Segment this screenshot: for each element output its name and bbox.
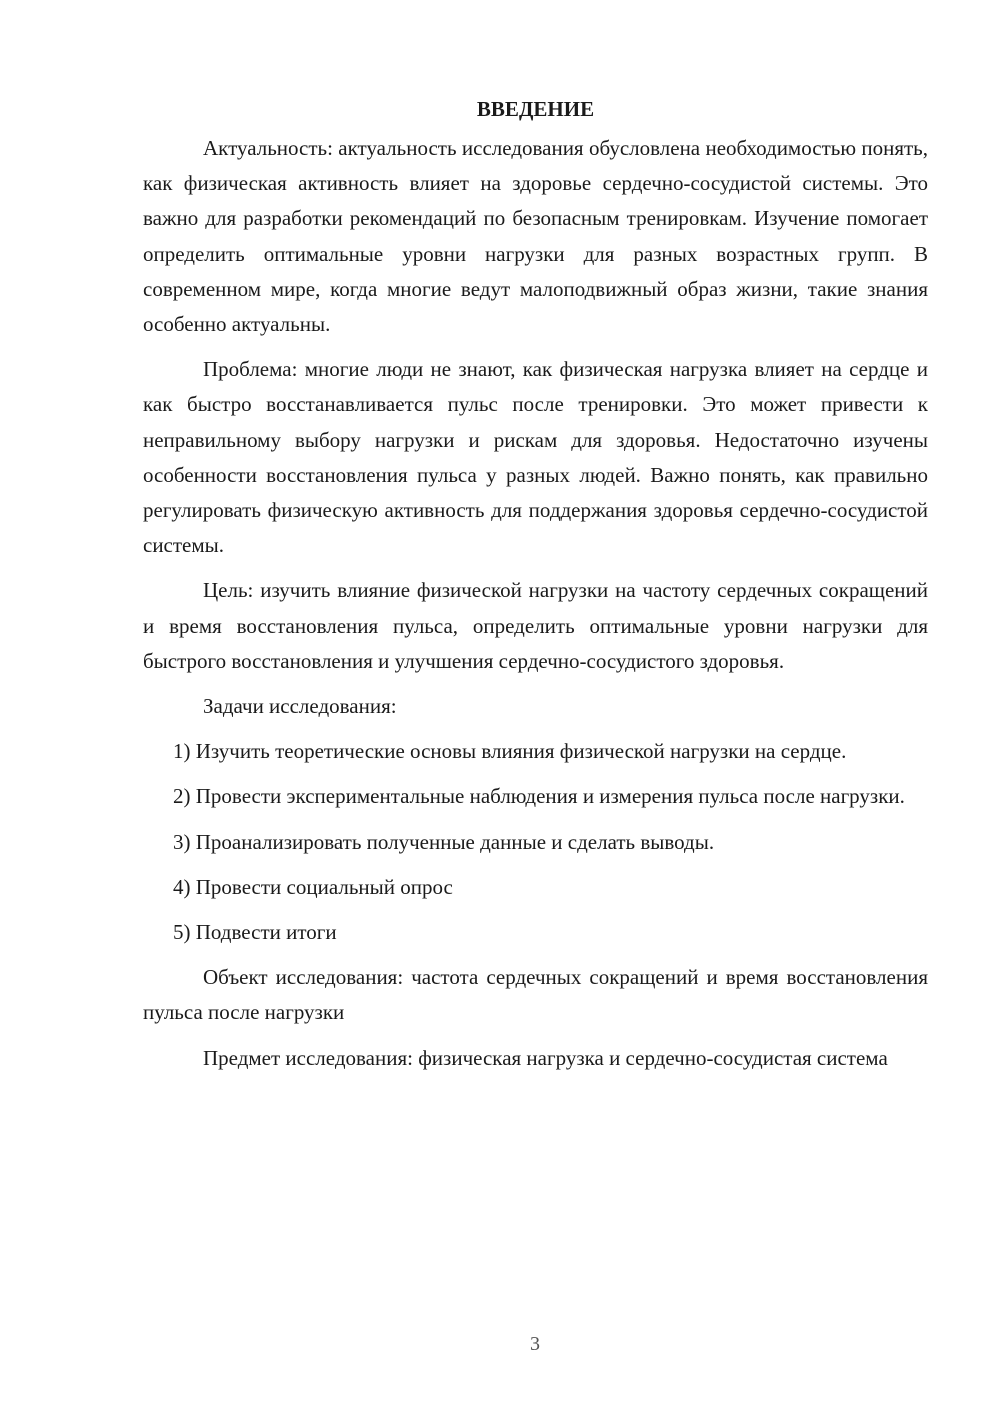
task-item-3: 3) Проанализировать полученные данные и сделать выводы.	[173, 829, 715, 854]
tasks-heading: Задачи исследования:	[203, 694, 397, 719]
problem-paragraph: Проблема: многие люди не знают, как физическая нагрузка влияет на сердце и как быстро восстанавливается пульс после тренировки. Это может привести к неправильному выбору нагрузки и рискам для здоровья. Недостаточно изучены особенности восстановления пульса у разных людей. Важно понять, как правильно регулировать физическую активность для поддержания здоровья сердечно-сосудистой системы.	[143, 357, 928, 558]
task-item-1: 1) Изучить теоретические основы влияния физической нагрузки на сердце.	[173, 739, 847, 764]
object-paragraph: Объект исследования: частота сердечных сокращений и время восстановления пульса после нагрузки	[143, 965, 928, 1025]
task-item-5: 5) Подвести итоги	[173, 920, 337, 945]
page-title: ВВЕДЕНИЕ	[476, 97, 595, 121]
task-item-4: 4) Провести социальный опрос	[173, 874, 453, 899]
page-content	[143, 92, 928, 1076]
goal-paragraph: Цель: изучить влияние физической нагрузки на частоту сердечных сокращений и время восстановления пульса, определить оптимальные уровни нагрузки для быстрого восстановления и улучшения сердечно-сосудистого здоровья.	[143, 578, 928, 673]
task-item-2: 2) Провести экспериментальные наблюдения и измерения пульса после нагрузки.	[173, 784, 905, 809]
subject-paragraph: Предмет исследования: физическая нагрузка и сердечно-сосудистая система	[203, 1045, 888, 1070]
page-number: 3	[530, 1333, 540, 1355]
relevance-paragraph: Актуальность: актуальность исследования обусловлена необходимостью понять, как физическая активность влияет на здоровье сердечно-сосудистой системы. Это важно для разработки рекомендаций по безопасным тренировкам. Изучение помогает определить оптимальные уровни нагрузки для разных возрастных групп. В современном мире, когда многие ведут малоподвижный образ жизни, такие знания особенно актуальны.	[143, 136, 928, 337]
